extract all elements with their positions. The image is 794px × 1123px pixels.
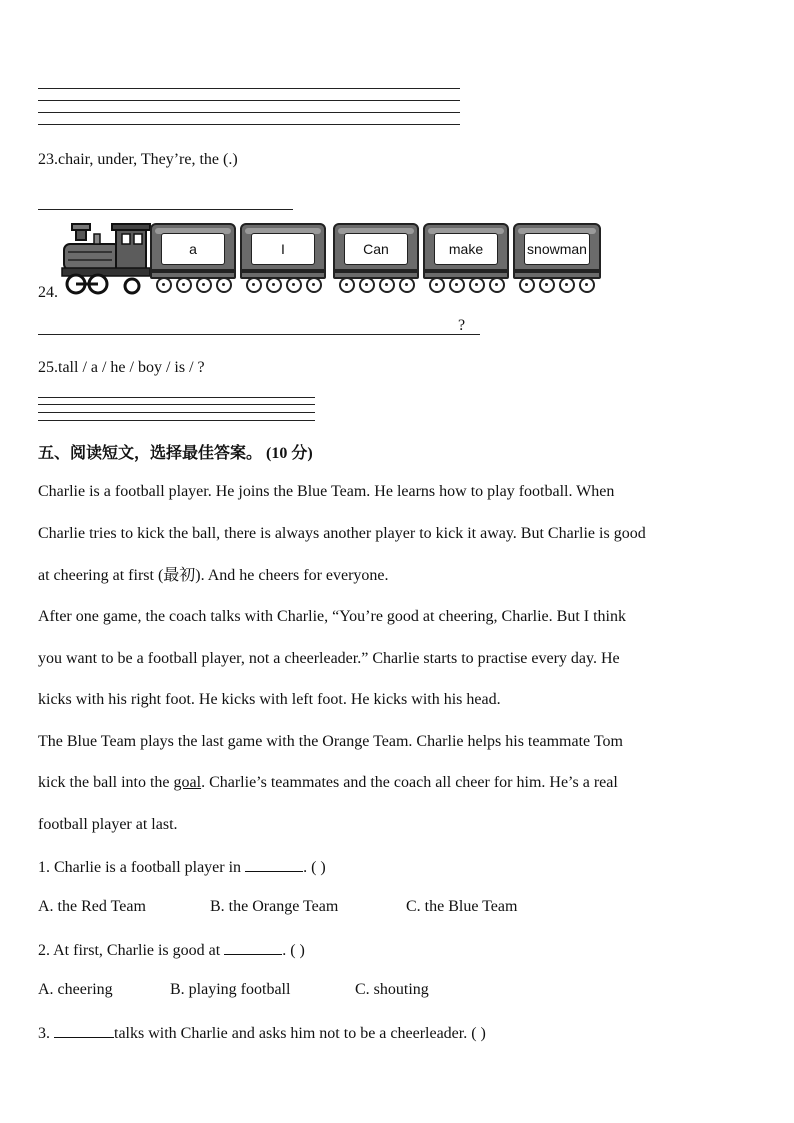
wheel-icon	[176, 277, 192, 293]
question-stem: talks with Charlie and asks him not to be a cheerleader. ( )	[114, 1025, 486, 1042]
wheel-icon	[489, 277, 505, 293]
answer-line[interactable]	[38, 209, 293, 210]
wheel-icon	[266, 277, 282, 293]
wheel-icon	[359, 277, 375, 293]
wheel-icon	[559, 277, 575, 293]
passage-line: Charlie is a football player. He joins the Blue Team. He learns how to play football. When	[38, 483, 615, 500]
wheel-icon	[449, 277, 465, 293]
answer-line[interactable]	[38, 397, 315, 398]
passage-line: After one game, the coach talks with Charlie, “You’re good at cheering, Charlie. But I think	[38, 608, 626, 625]
train-car-2[interactable]	[240, 223, 326, 279]
wheel-icon	[216, 277, 232, 293]
answer-line[interactable]	[38, 334, 480, 335]
wheel-icon	[399, 277, 415, 293]
passage-line: kicks with his right foot. He kicks with left foot. He kicks with his head.	[38, 691, 501, 708]
answer-line	[38, 100, 460, 101]
wheel-icon	[196, 277, 212, 293]
train-word: Can	[344, 233, 408, 265]
wheel-icon	[379, 277, 395, 293]
question-stem: . ( )	[282, 942, 305, 959]
passage-line: The Blue Team plays the last game with the Orange Team. Charlie helps his teammate Tom	[38, 733, 623, 750]
option-c[interactable]: C. shouting	[355, 981, 429, 998]
wheel-icon	[519, 277, 535, 293]
passage-line	[38, 773, 618, 793]
option-c[interactable]: C. the Blue Team	[406, 898, 518, 915]
option-b[interactable]: B. playing football	[170, 981, 291, 998]
wheel-icon	[156, 277, 172, 293]
section-title: 五、阅读短文，选择最佳答案。 (10 分)	[38, 445, 313, 462]
question-stem: 2. At first, Charlie is good at	[38, 942, 225, 959]
wheel-icon	[469, 277, 485, 293]
question-stem: . ( )	[303, 859, 326, 876]
wheel-icon	[429, 277, 445, 293]
wheel-icon	[286, 277, 302, 293]
question-2	[38, 940, 305, 960]
locomotive-icon	[60, 222, 152, 298]
question-23: 23.chair, under, They’re, the (.)	[38, 151, 238, 168]
wheel-icon	[579, 277, 595, 293]
answer-blank[interactable]	[245, 857, 303, 872]
wheel-icon	[306, 277, 322, 293]
train-word: make	[434, 233, 498, 265]
passage-line: you want to be a football player, not a cheerleader.” Charlie starts to practise every day. He	[38, 650, 620, 667]
question-3	[38, 1023, 486, 1043]
answer-line[interactable]	[38, 412, 315, 413]
question-25: 25.tall / a / he / boy / is / ?	[38, 359, 205, 376]
question-stem: 1. Charlie is a football player in	[38, 859, 246, 876]
wheel-icon	[539, 277, 555, 293]
underlined-word: goal	[173, 774, 202, 791]
passage-line: football player at last.	[38, 816, 178, 833]
option-a[interactable]: A. the Red Team	[38, 898, 146, 915]
train-word: I	[251, 233, 315, 265]
answer-line	[38, 112, 460, 113]
answer-line	[38, 88, 460, 89]
question-stem: 3.	[38, 1025, 54, 1042]
option-b[interactable]: B. the Orange Team	[210, 898, 339, 915]
wheel-icon	[246, 277, 262, 293]
passage-line: at cheering at first (最初). And he cheers for everyone.	[38, 567, 389, 584]
answer-line[interactable]	[38, 420, 315, 421]
answer-blank[interactable]	[54, 1023, 114, 1038]
question-24-number: 24.	[38, 284, 58, 301]
train-car-1[interactable]	[150, 223, 236, 279]
wheel-icon	[339, 277, 355, 293]
passage-text: . Charlie’s teammates and the coach all cheer for him. He’s a real	[201, 774, 618, 791]
answer-line	[38, 124, 460, 125]
answer-line[interactable]	[38, 404, 315, 405]
question-1	[38, 857, 326, 877]
question-24-end-mark: ?	[458, 317, 466, 334]
passage-line: Charlie tries to kick the ball, there is always another player to kick it away. But Charlie is good	[38, 525, 646, 542]
train-word: snowman	[524, 233, 590, 265]
answer-blank[interactable]	[224, 940, 282, 955]
train-car-3[interactable]	[333, 223, 419, 279]
train-car-4[interactable]	[423, 223, 509, 279]
passage-text: kick the ball into the	[38, 774, 174, 791]
train-word: a	[161, 233, 225, 265]
train-car-5[interactable]	[513, 223, 601, 279]
option-a[interactable]: A. cheering	[38, 981, 113, 998]
